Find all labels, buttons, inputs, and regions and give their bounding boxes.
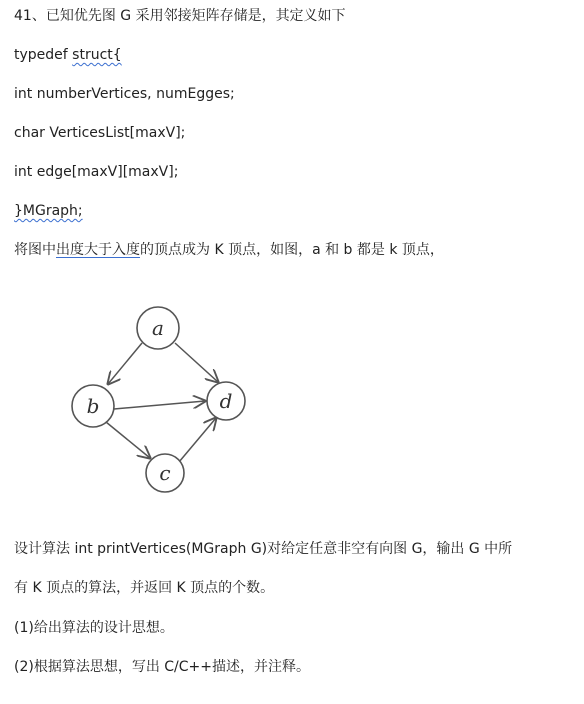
edge-a-b <box>108 343 142 384</box>
node-b-label: b <box>86 394 100 418</box>
code-line-edge-matrix: int edge[maxV][maxV]; <box>14 164 179 180</box>
code-struct-keyword: struct{ <box>72 47 122 63</box>
definition-part1: 将图中 <box>14 242 56 258</box>
code-line-mgraph: }MGraph; <box>14 203 83 219</box>
definition-text <box>14 241 444 259</box>
node-c-label: c <box>159 461 171 485</box>
node-d <box>207 382 245 420</box>
definition-part2: 的顶点成为 K 顶点，如图，a 和 b 都是 k 顶点， <box>140 242 444 258</box>
subquestion-2: (2)根据算法思想，写出 C/C++描述，并注释。 <box>14 659 311 675</box>
task-description-line1: 设计算法 int printVertices(MGraph G)对给定任意非空有向图 G，输出 G 中所 <box>14 541 513 557</box>
node-a-label: a <box>152 316 164 340</box>
edge-b-d <box>114 401 205 409</box>
edge-b-c <box>106 422 150 458</box>
code-line-typedef <box>14 46 122 64</box>
node-a <box>137 307 179 349</box>
subquestion-1: (1)给出算法的设计思想。 <box>14 620 174 636</box>
task-description-line2: 有 K 顶点的算法，并返回 K 顶点的个数。 <box>14 580 275 596</box>
node-d-label: d <box>219 389 233 413</box>
directed-graph-diagram <box>60 300 260 500</box>
node-b <box>72 385 114 427</box>
definition-highlight: 出度大于入度 <box>56 242 140 258</box>
edge-c-d <box>179 418 216 462</box>
question-title: 41、已知优先图 G 采用邻接矩阵存储是，其定义如下 <box>14 8 346 24</box>
code-line-vertices-count: int numberVertices, numEgges; <box>14 86 235 102</box>
code-typedef-keyword: typedef <box>14 47 73 63</box>
code-line-vertices-list: char VerticesList[maxV]; <box>14 125 186 141</box>
edge-a-d <box>175 343 218 382</box>
node-c <box>146 454 184 492</box>
